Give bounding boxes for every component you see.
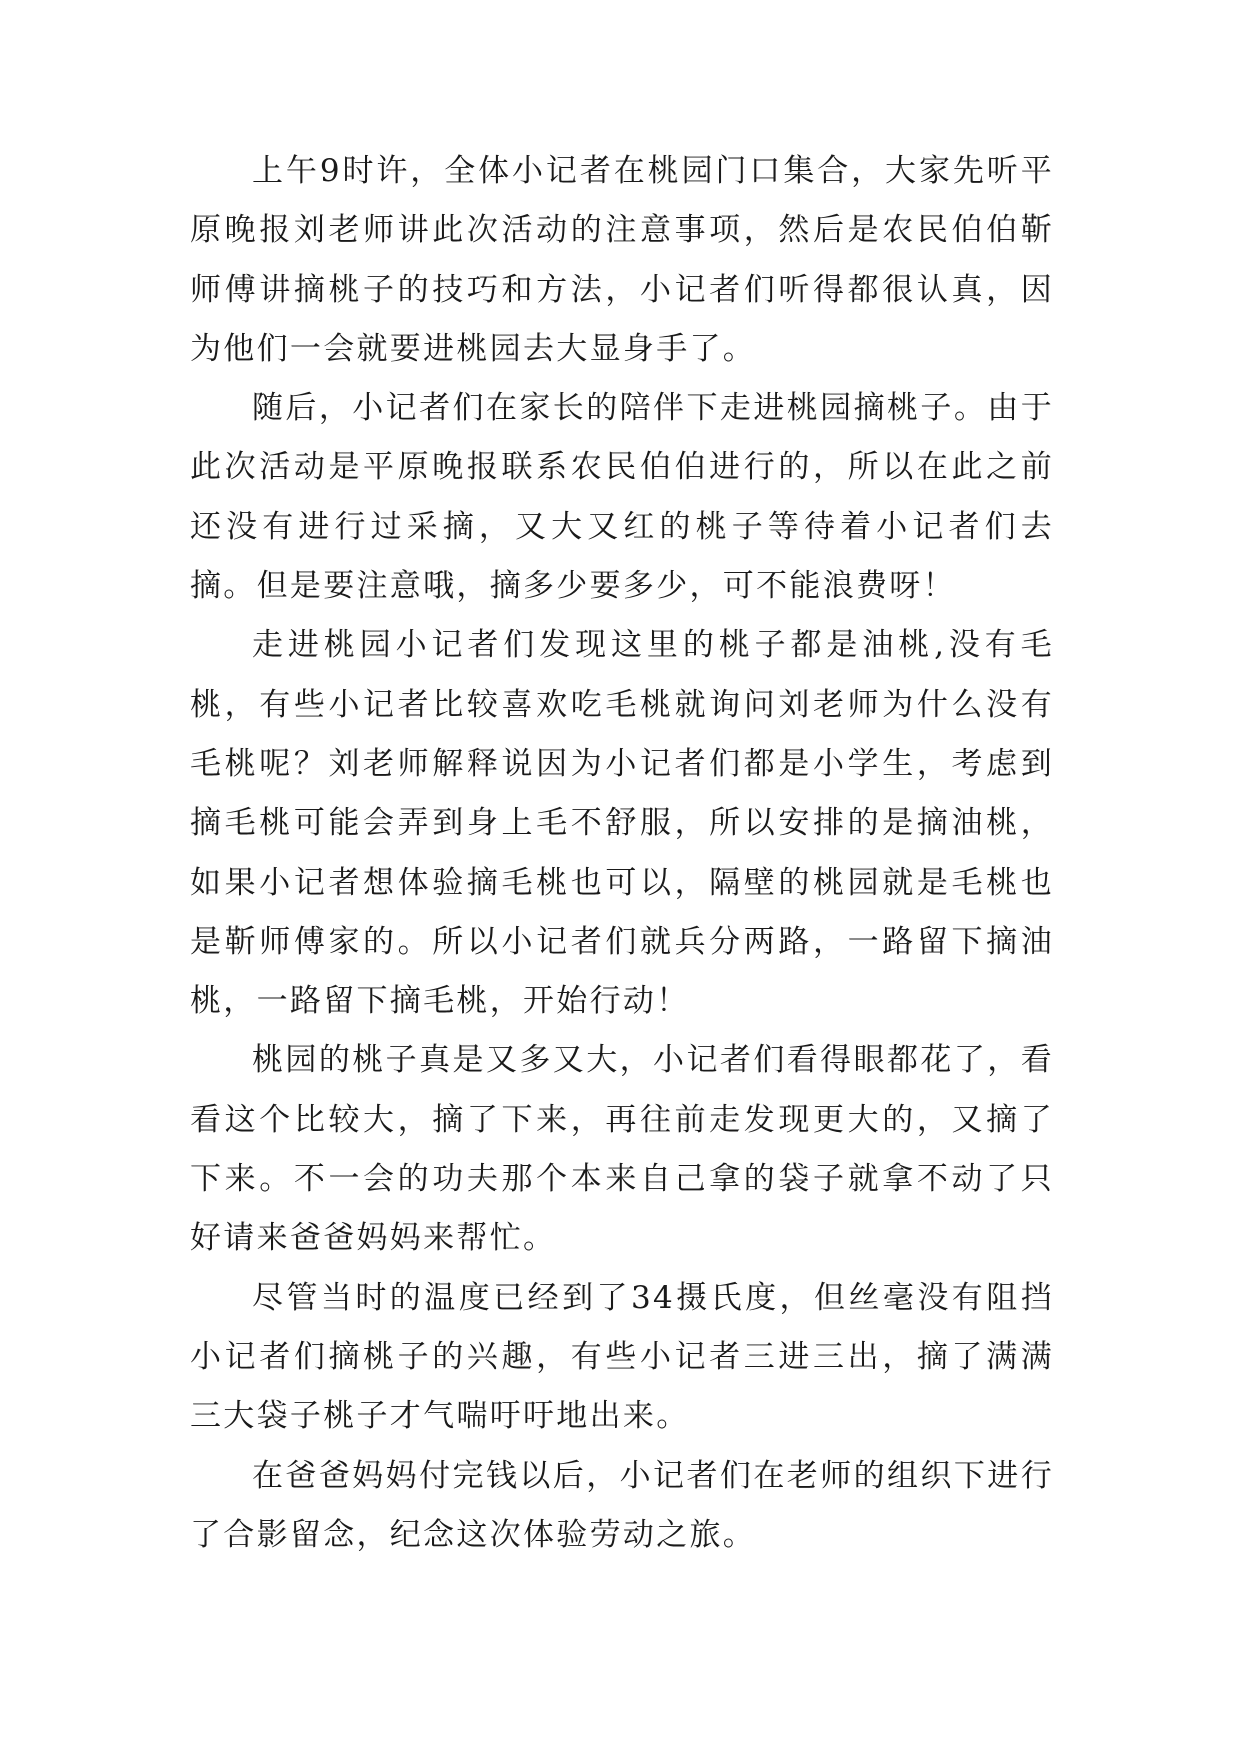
paragraph-5: 尽管当时的温度已经到了34摄氏度，但丝毫没有阻挡小记者们摘桃子的兴趣，有些小记者三进三出，摘了满满三大袋子桃子才气喘吁吁地出来。 xyxy=(190,1279,1054,1435)
paragraph-2: 随后，小记者们在家长的陪伴下走进桃园摘桃子。由于此次活动是平原晚报联系农民伯伯进行的，所以在此之前还没有进行过采摘，又大又红的桃子等待着小记者们去摘。但是要注意哦，摘多少要多少，可不能浪费呀！ xyxy=(190,390,1054,605)
paragraph-6: 在爸爸妈妈付完钱以后，小记者们在老师的组织下进行了合影留念，纪念这次体验劳动之旅。 xyxy=(190,1457,1054,1553)
paragraph-4: 桃园的桃子真是又多又大，小记者们看得眼都花了，看看这个比较大，摘了下来，再往前走发现更大的，又摘了下来。不一会的功夫那个本来自己拿的袋子就拿不动了只好请来爸爸妈妈来帮忙。 xyxy=(190,1042,1054,1257)
paragraph-1: 上午9时许，全体小记者在桃园门口集合，大家先听平原晚报刘老师讲此次活动的注意事项，然后是农民伯伯靳师傅讲摘桃子的技巧和方法，小记者们听得都很认真，因为他们一会就要进桃园去大显身手了。 xyxy=(190,153,1054,367)
paragraph-3: 走进桃园小记者们发现这里的桃子都是油桃,没有毛桃，有些小记者比较喜欢吃毛桃就询问刘老师为什么没有毛桃呢？刘老师解释说因为小记者们都是小学生，考虑到摘毛桃可能会弄到身上毛不舒服，所以安排的是摘油桃，如果小记者想体验摘毛桃也可以，隔壁的桃园就是毛桃也是靳师傅家的。所以小记者们就兵分两路，一路留下摘油桃，一路留下摘毛桃，开始行动！ xyxy=(190,627,1054,1020)
document-body xyxy=(190,142,1054,1565)
